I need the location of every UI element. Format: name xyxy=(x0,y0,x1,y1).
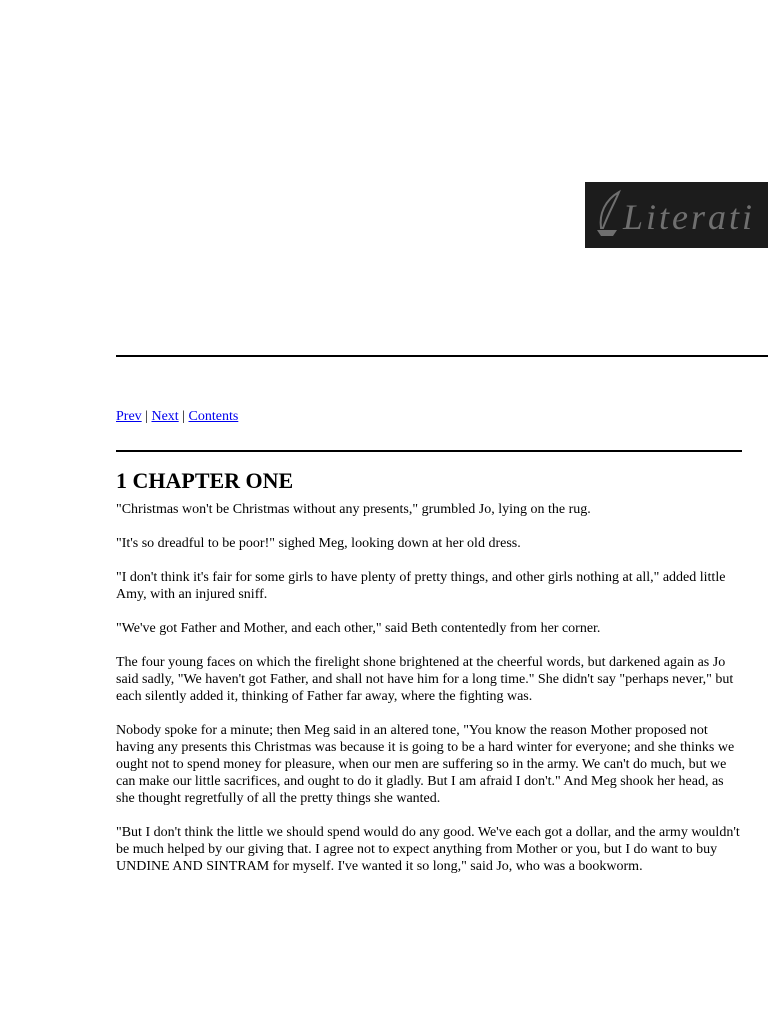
paragraph: "Christmas won't be Christmas without any presents," grumbled Jo, lying on the rug. xyxy=(116,502,591,517)
chapter-navigation xyxy=(116,408,238,426)
content-divider xyxy=(116,450,742,452)
contents-link[interactable]: Contents xyxy=(188,409,239,424)
nav-separator: | xyxy=(178,409,189,424)
site-logo[interactable] xyxy=(585,182,768,248)
quill-icon xyxy=(593,188,623,240)
logo-text: Literati xyxy=(623,197,756,237)
paragraph: The four young faces on which the firelight shone brightened at the cheerful words, but darkened again as Jo said sadly, "We haven't got Father, and shall not have him for a long time." She didn't say "perhaps never," but each silently added it, thinking of Father far away, where the fighting was. xyxy=(116,655,734,704)
paragraph: Nobody spoke for a minute; then Meg said in an altered tone, "You know the reason Mother proposed not having any presents this Christmas was because it is going to be a hard winter for everyone; and she thinks we ought not to spend money for pleasure, when our men are suffering so in the army. We can't do much, but we can make our little sacrifices, and ought to do it gladly. But I am afraid I don't." And Meg shook her head, as she thought regretfully of all the pretty things she wanted. xyxy=(116,723,735,806)
paragraph: "We've got Father and Mother, and each other," said Beth contentedly from her corner. xyxy=(116,621,601,636)
header-divider xyxy=(116,355,768,357)
chapter-title: 1 CHAPTER ONE xyxy=(116,468,294,493)
nav-separator: | xyxy=(141,409,152,424)
paragraph: "It's so dreadful to be poor!" sighed Meg, looking down at her old dress. xyxy=(116,536,521,551)
paragraph: "But I don't think the little we should spend would do any good. We've each got a dollar, and the army wouldn't be much helped by our giving that. I agree not to expect anything from Mother or you, but I do want to buy UNDINE AND SINTRAM for myself. I've wanted it so long," said Jo, who was a bookworm. xyxy=(116,825,740,874)
paragraph: "I don't think it's fair for some girls to have plenty of pretty things, and other girls nothing at all," added little Amy, with an injured sniff. xyxy=(116,570,726,602)
chapter-text xyxy=(116,501,742,892)
next-link[interactable]: Next xyxy=(151,409,179,424)
prev-link[interactable]: Prev xyxy=(116,409,142,424)
